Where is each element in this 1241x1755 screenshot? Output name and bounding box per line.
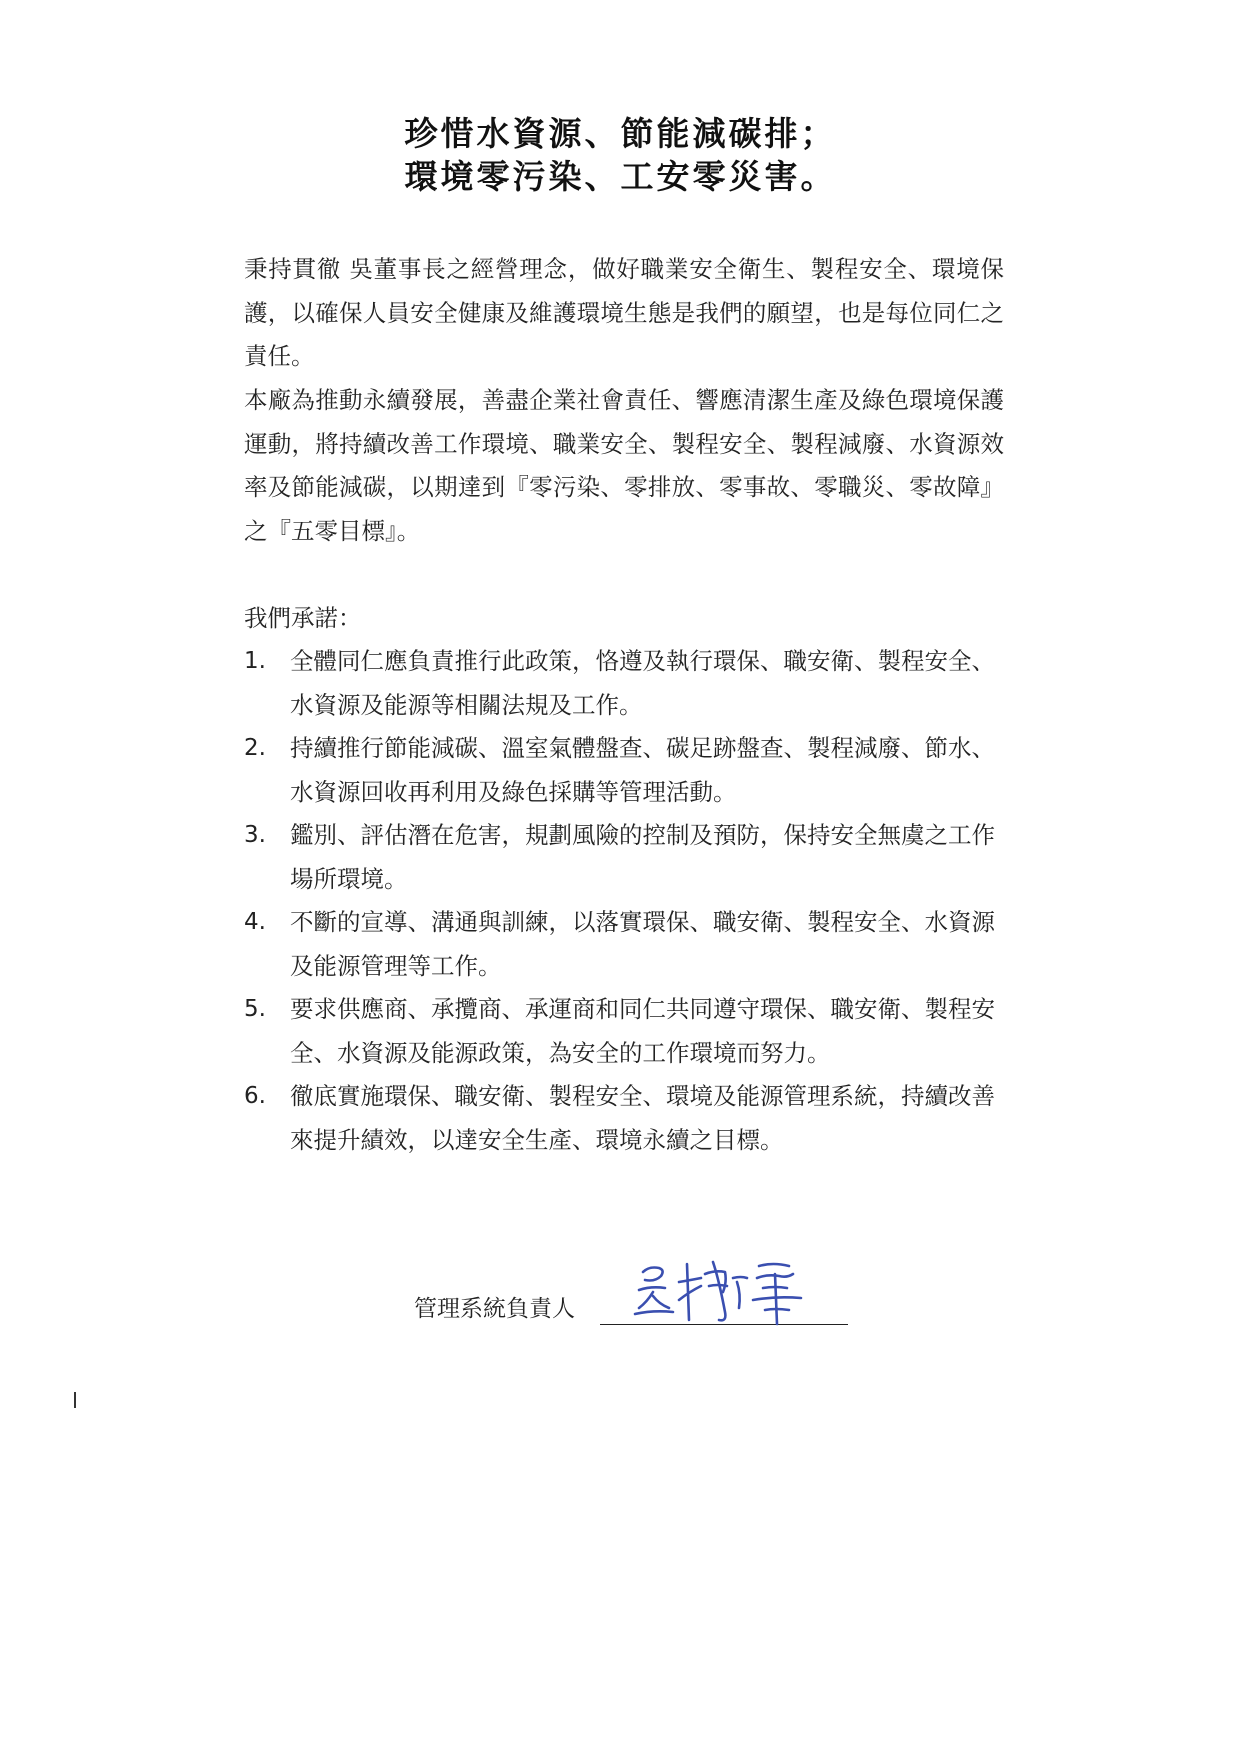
intro-paragraph-2: 本廠為推動永續發展，善盡企業社會責任、響應清潔生產及綠色環境保護運動，將持續改善工作環境、職業安全、製程安全、製程減廢、水資源效率及節能減碳，以期達到『零污染、零排放、零事故、零職災、零故障』之『五零目標』。 <box>244 386 1004 545</box>
commitments-list <box>244 640 1009 1162</box>
scan-margin-mark <box>74 1392 76 1408</box>
commitment-item <box>244 901 1009 988</box>
commitment-text: 全體同仁應負責推行此政策，恪遵及執行環保、職安衛、製程安全、水資源及能源等相關法規及工作。 <box>290 647 995 719</box>
commitment-item <box>244 988 1009 1075</box>
commitment-text: 持續推行節能減碳、溫室氣體盤查、碳足跡盤查、製程減廢、節水、水資源回收再利用及綠色採購等管理活動。 <box>290 734 995 806</box>
commitment-number: 5. <box>244 996 266 1022</box>
commitment-item <box>244 640 1009 727</box>
commitments-heading: 我們承諾： <box>244 604 362 632</box>
commitment-text: 鑑別、評估潛在危害，規劃風險的控制及預防，保持安全無虞之工作場所環境。 <box>290 821 995 893</box>
commitment-text: 不斷的宣導、溝通與訓練，以落實環保、職安衛、製程安全、水資源及能源管理等工作。 <box>290 908 995 980</box>
commitment-number: 4. <box>244 909 266 935</box>
commitment-item <box>244 814 1009 901</box>
commitment-text: 要求供應商、承攬商、承運商和同仁共同遵守環保、職安衛、製程安全、水資源及能源政策，為安全的工作環境而努力。 <box>290 995 995 1067</box>
commitment-number: 1. <box>244 648 266 674</box>
signatory-label: 管理系統負責人 <box>414 1296 575 1322</box>
policy-title-line-1: 珍惜水資源、節能減碳排； <box>404 114 837 153</box>
intro-paragraph-1: 秉持貫徹 吳董事長之經營理念，做好職業安全衛生、製程安全、環境保護，以確保人員安全健康及維護環境生態是我們的願望，也是每位同仁之責任。 <box>244 255 1004 370</box>
commitment-item <box>244 1075 1009 1162</box>
handwritten-signature <box>629 1252 819 1330</box>
commitment-item <box>244 727 1009 814</box>
commitment-number: 2. <box>244 735 266 761</box>
signature-block <box>414 1258 834 1328</box>
commitment-text: 徹底實施環保、職安衛、製程安全、環境及能源管理系統，持續改善來提升績效，以達安全生產、環境永續之目標。 <box>290 1082 995 1154</box>
commitment-number: 6. <box>244 1083 266 1109</box>
commitment-number: 3. <box>244 822 266 848</box>
policy-title-line-2: 環境零污染、工安零災害。 <box>404 157 837 196</box>
